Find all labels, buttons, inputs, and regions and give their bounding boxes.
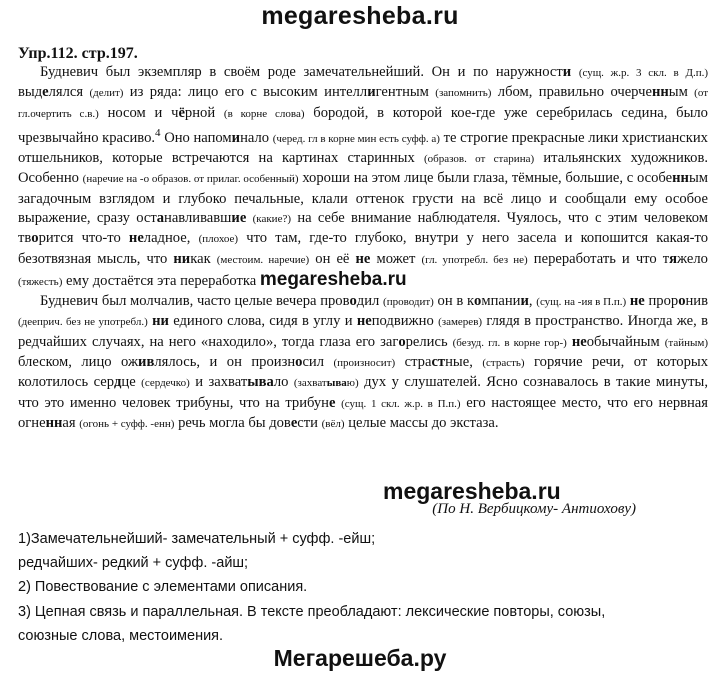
grammar-note: (захват (293, 377, 327, 390)
text-span: подвижно (371, 313, 434, 330)
watermark-mid: megaresheba.ru (383, 478, 561, 504)
answer-line: 1)Замечательнейший- замечательный + суфф. -ейш; (18, 531, 376, 547)
text-span: це (121, 374, 136, 391)
grammar-note: (черед. гл в корне мин есть суфф. а) (272, 132, 440, 145)
text-span: и захват (195, 374, 248, 391)
grammar-note: (образов. от старина) (423, 153, 535, 166)
grammar-note: (сердечко) (141, 377, 190, 390)
highlight: ыва (247, 374, 274, 391)
highlight: ни (152, 313, 169, 330)
highlight: а (156, 209, 165, 226)
grammar-note: (какие?) (252, 212, 291, 225)
highlight: ни (173, 250, 191, 267)
text-span: из ряда: лицо его с высоким интелл (129, 84, 368, 101)
highlight: я (669, 250, 677, 267)
highlight: о (474, 293, 482, 310)
text-span: целые массы до экстаза. (348, 414, 499, 431)
answer-line: 3) Цепная связь и параллельная. В тексте преобладают: лексические повторы, союзы, (18, 603, 606, 620)
grammar-note: (делит) (89, 87, 124, 100)
text-span: лбом, правильно очерче (497, 84, 652, 101)
answer-line: 2) Повествование с элементами описания. (18, 579, 308, 596)
highlight: е (42, 84, 49, 101)
grammar-note: (огонь + суфф. -енн) (79, 417, 175, 430)
exercise-title: Упр.112. стр.197. (18, 45, 138, 62)
text-span: блеском, лицо ож (18, 354, 139, 371)
grammar-note: (сущ. ж.р. 3 скл. в Д.п.) (578, 67, 708, 79)
grammar-note: (гл. употребл. без не) (421, 253, 528, 266)
highlight: ё (178, 104, 185, 121)
text-span: прор (648, 293, 679, 310)
text-span: как (190, 250, 211, 267)
grammar-note: (проводит) (383, 296, 434, 309)
text-span: нало (240, 129, 270, 146)
grammar-note: (местоим. наречие) (216, 253, 310, 266)
text-span: горячие речи, от которых колотилось сер (18, 354, 708, 391)
text-span: речь могла бы дов (178, 414, 291, 431)
grammar-note: (дееприч. без не употребл.) (18, 316, 148, 329)
answers-block (18, 527, 708, 648)
main-text (18, 63, 708, 434)
text-span: сил (302, 354, 325, 371)
grammar-note: (плохое) (198, 233, 239, 246)
highlight: нн (651, 84, 669, 101)
highlight: нн (45, 414, 63, 431)
text-span: дил (356, 293, 380, 310)
text-span: ым (668, 84, 688, 101)
text-span: на себе внимание наблюдателя. Чуялось, что с этим человеком тв (18, 209, 709, 247)
text-span: нив (685, 293, 708, 310)
grammar-note: (безуд. гл. в корне гор-) (452, 336, 567, 349)
text-span: Будневич был молчалив, часто целые вечера пров (40, 293, 350, 310)
paragraph-1 (18, 63, 708, 292)
highlight: о (295, 354, 303, 371)
text-span: носом и ч (107, 104, 179, 121)
answer-line: союзные слова, местоимения. (18, 627, 224, 644)
highlight: е (290, 414, 298, 431)
highlight: не (128, 230, 144, 247)
highlight: о (678, 293, 686, 310)
highlight: не (629, 293, 645, 310)
text-span: он в к (437, 293, 475, 310)
text-span: выд (18, 84, 43, 101)
highlight: и (562, 64, 572, 80)
highlight: о (398, 333, 406, 350)
highlight: нн (672, 170, 689, 187)
grammar-note: (сущ. 1 скл. ж.р. в П.п.) (341, 397, 461, 410)
grammar-note: (от гл.очертить с.в.) (18, 87, 708, 120)
text-span: дух у слушателей. Ясно сознавалось в такие минуты, что это именно человек трибуны, что на трибун (18, 374, 708, 411)
text-span: лялось, и он произн (154, 354, 296, 371)
grammar-note: (страсть) (482, 357, 525, 370)
footnote-mark: 4 (155, 126, 161, 139)
grammar-note: ю) (346, 377, 359, 390)
text-span: жело (677, 250, 708, 267)
watermark-inline: megaresheba.ru (259, 268, 407, 290)
highlight: ыва (326, 377, 347, 390)
grammar-note: (наречие на -о образов. от прилаг. особенный) (82, 173, 299, 186)
text-span: он её (315, 250, 350, 267)
text-span: бородой, в которой кое-где уже серебрилась седина, было чрезвычайно красиво. (18, 104, 708, 146)
answer-line: редчайших- редкий + суфф. -айш; (18, 555, 249, 572)
watermark-bottom: Мегарешеба.ру (273, 645, 447, 671)
text-span: рится что-то (38, 230, 121, 247)
highlight: д (114, 374, 122, 391)
highlight: е (328, 394, 336, 411)
highlight: и (520, 293, 529, 310)
highlight: и (231, 129, 241, 146)
text-span: ные, (445, 354, 473, 371)
text-span: глядя в пространство. Иногда же, в редчайших случаях, на него «находило», тогда глаза его заг (18, 313, 708, 350)
highlight: не (571, 333, 587, 350)
text-span: переработать и что т (533, 250, 670, 267)
grammar-note: (в корне слова) (223, 107, 305, 120)
grammar-note: (тяжесть) (18, 275, 63, 288)
text-span: что там, где-то глубоко, внутри у него засела и копошится какая-то безотвязная мысль, что (18, 230, 709, 267)
grammar-note: (замерев) (438, 316, 483, 329)
text-span: навливавш (164, 209, 232, 226)
grammar-note: (вёл) (321, 417, 345, 430)
text-span: релись (405, 333, 448, 350)
grammar-note: (сущ. на -ия в П.п.) (536, 296, 627, 309)
grammar-note: (произносит) (333, 357, 396, 370)
text-span: стра (404, 354, 432, 371)
text-span: Будневич был экземпляр в своём роде замечательнейший. Он и по наружност (40, 64, 563, 80)
author-credit: (По Н. Вербицкому- Антиохову) (432, 501, 636, 517)
text-span: его настоящее место, что его нервная огне (18, 394, 709, 431)
grammar-note: (тайным) (664, 336, 708, 349)
highlight: не (356, 313, 372, 330)
highlight: о (349, 293, 357, 310)
text-span: ладное, (143, 230, 191, 247)
text-span: единого слова, сидя в углу и (173, 313, 353, 330)
highlight: не (355, 250, 371, 267)
watermark-top: megaresheba.ru (261, 2, 459, 30)
text-span: те строгие прекрасные лики христианских отшельников, которые встречаются на картинах старинных (18, 129, 708, 167)
text-span: ым загадочным взглядом и глубоко печальные, клали оттенок грусти на всё лицо и сообщали ему особое выражение, сразу ост (18, 170, 708, 226)
highlight: ст (431, 354, 446, 371)
text-span: ая (62, 414, 76, 431)
highlight: и (367, 84, 376, 101)
text-span: Оно напом (164, 129, 232, 146)
grammar-note: (запомнить) (435, 87, 492, 100)
text-span: может (376, 250, 416, 267)
highlight: о (31, 230, 39, 247)
text-span: рной (184, 104, 216, 121)
text-span: итальянских художников. Особенно (18, 150, 708, 187)
text-span: ему достаётся эта переработка (66, 272, 257, 289)
text-span: мпани (481, 293, 521, 310)
highlight: ив (138, 354, 155, 371)
paragraph-2: Будневич был молчалив, часто целые вечера проводил (проводит) он в компании, (сущ. на -ия в П.п.) не проронив (дееприч. без не употребл.) ни единого слова, сидя в углу и неподвижно (замерев) глядя в пространство. Иногда же, в редчайших случаях, на него «находило», тогда глаза его загорелись (безуд. гл. в корне гор-) необычайным (тайным) блеском, лицо оживлялось, и он произносил (произносит) страстные, (страсть) горячие речи, от которых колотилось сердце (сердечко) и захватывало (захватываю) дух у слушателей. Ясно сознавалось в такие минуты, что это именно человек трибуны, что на трибуне (сущ. 1 скл. ж.р. в П.п.) его настоящее место, что его нервная огненная (огонь + суфф. -енн) речь могла бы довести (вёл) целые массы до экстаза. (18, 293, 709, 431)
text-span: гентным (375, 84, 429, 101)
text-span: обычайным (586, 333, 660, 350)
text-span: хороши на этом лице были глаза, тёмные, большие, с особе (302, 170, 673, 187)
highlight: ие (231, 209, 247, 226)
text-span: сти (297, 414, 318, 431)
text-span: ло (273, 374, 289, 391)
text-span: лялся (48, 84, 84, 101)
